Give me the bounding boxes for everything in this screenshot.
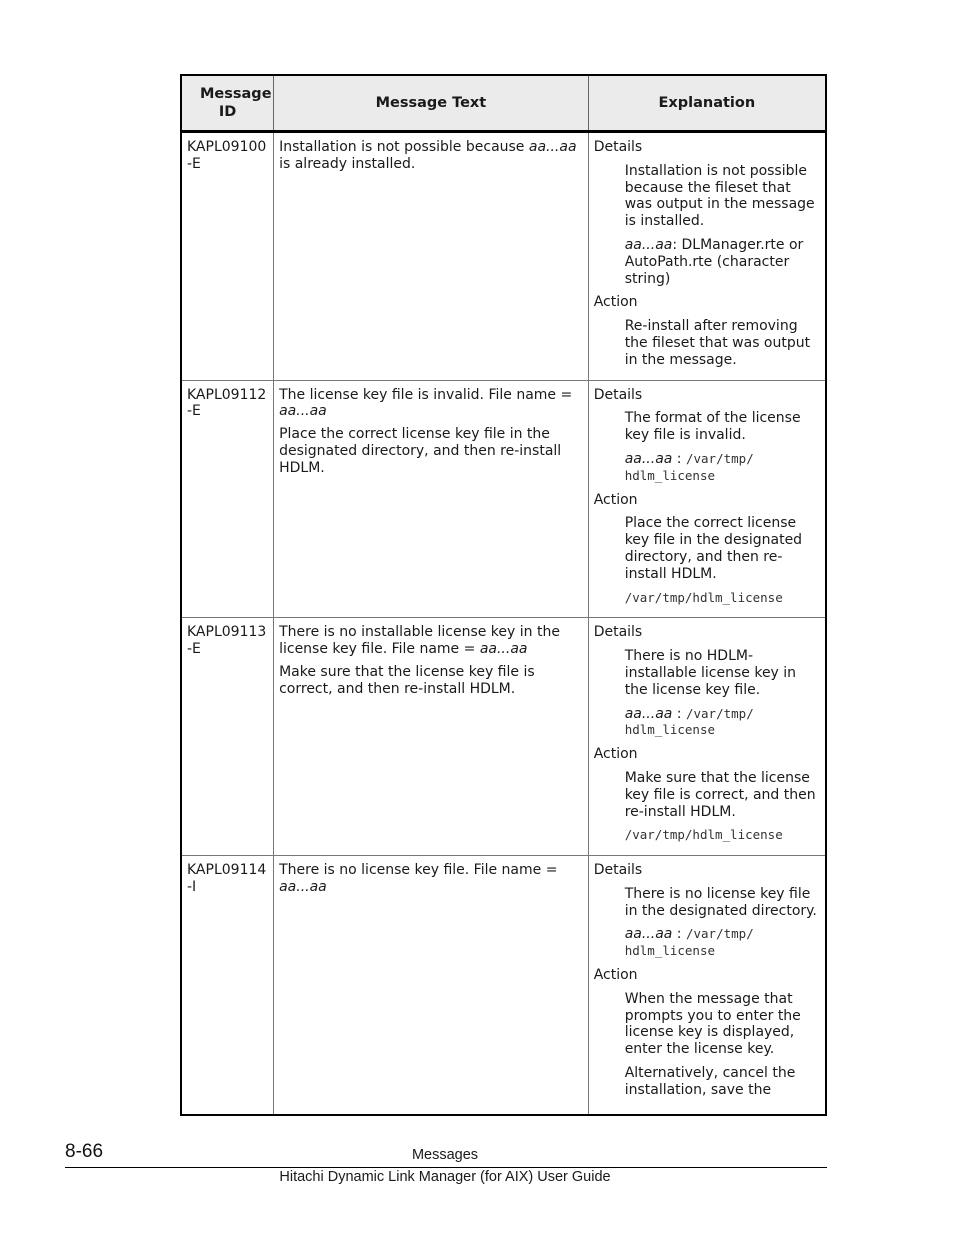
variable-placeholder: aa...aa xyxy=(624,450,673,467)
explanation-paragraph: Make sure that the license key file is correct, and then re-install HDLM. xyxy=(624,769,816,820)
message-text-paragraph: There is no installable license key in the license key file. File name = aa...aa xyxy=(279,624,560,658)
explanation-cell xyxy=(588,132,826,381)
table-row xyxy=(181,380,826,618)
table-row xyxy=(181,132,826,381)
footer-section-title: Messages xyxy=(411,1147,479,1163)
explanation-label: Action xyxy=(593,491,638,508)
explanation-paragraph: aa...aa: DLManager.rte or AutoPath.rte (character string) xyxy=(624,236,804,287)
message-text-cell xyxy=(274,856,589,1115)
messages-table xyxy=(180,74,827,1116)
explanation-label: Details xyxy=(593,139,643,155)
explanation-label: Action xyxy=(593,294,638,311)
message-text-paragraph: The license key file is invalid. File name = aa...aa xyxy=(279,386,573,420)
footer-guide-title: Hitachi Dynamic Link Manager (for AIX) User Guide xyxy=(279,1169,611,1185)
explanation-paragraph: aa...aa : /var/tmp/ hdlm_license xyxy=(624,926,754,959)
table-header-row xyxy=(181,75,826,132)
explanation-paragraph: Alternatively, cancel the installation, save the xyxy=(624,1065,796,1098)
variable-placeholder: aa...aa xyxy=(624,705,673,722)
message-text-cell xyxy=(274,380,589,618)
explanation-paragraph: Installation is not possible because the fileset that was output in the message is installed. xyxy=(624,162,815,230)
header-message-id: Message ID xyxy=(181,75,274,132)
variable-placeholder: aa...aa xyxy=(479,641,528,658)
message-text-paragraph: Installation is not possible because aa...aa is already installed. xyxy=(279,139,577,172)
explanation-paragraph xyxy=(625,590,820,607)
table-row xyxy=(181,856,826,1115)
message-text-paragraph: Place the correct license key file in the designated directory, and then re-install HDLM. xyxy=(279,426,562,476)
variable-placeholder: aa...aa xyxy=(624,926,673,943)
explanation-label: Details xyxy=(593,862,643,879)
file-path: /var/tmp/ hdlm_license xyxy=(624,450,754,483)
file-path: /var/tmp/ hdlm_license xyxy=(624,926,754,959)
message-text-paragraph: There is no license key file. File name = aa...aa xyxy=(279,862,558,895)
variable-placeholder: aa...aa xyxy=(279,403,327,420)
explanation-paragraph xyxy=(625,827,820,844)
variable-placeholder: aa...aa xyxy=(279,878,327,895)
variable-placeholder: aa...aa xyxy=(528,139,577,155)
file-path: /var/tmp/ hdlm_license xyxy=(624,705,754,738)
footer-divider xyxy=(65,1167,827,1168)
message-text-paragraph: Make sure that the license key file is correct, and then re-install HDLM. xyxy=(279,663,535,697)
header-explanation: Explanation xyxy=(588,75,826,132)
message-id-cell: KAPL09100-E xyxy=(181,132,274,381)
table-row xyxy=(181,618,826,856)
message-id-cell: KAPL09114-I xyxy=(181,856,274,1115)
explanation-cell xyxy=(588,856,826,1115)
variable-placeholder: aa...aa xyxy=(624,236,673,253)
explanation-paragraph: There is no license key file in the designated directory. xyxy=(624,885,817,919)
header-message-text: Message Text xyxy=(274,75,589,132)
explanation-paragraph: aa...aa : /var/tmp/ hdlm_license xyxy=(624,450,754,483)
explanation-cell xyxy=(588,618,826,856)
file-path: /var/tmp/hdlm_license xyxy=(624,827,783,843)
explanation-paragraph: Place the correct license key file in the designated directory, and then re-install HDLM. xyxy=(624,515,803,582)
file-path: /var/tmp/hdlm_license xyxy=(624,589,783,605)
explanation-paragraph: aa...aa : /var/tmp/ hdlm_license xyxy=(624,705,754,738)
explanation-paragraph: Re-install after removing the fileset that was output in the message. xyxy=(624,318,811,368)
message-text-cell xyxy=(274,132,589,381)
explanation-label: Action xyxy=(593,967,638,984)
explanation-label: Details xyxy=(593,386,643,403)
explanation-paragraph: The format of the license key file is invalid. xyxy=(624,410,801,444)
message-text-cell xyxy=(274,618,589,856)
message-id-cell: KAPL09112-E xyxy=(181,380,274,618)
table-body xyxy=(181,132,826,1115)
explanation-label: Details xyxy=(593,624,643,641)
explanation-label: Action xyxy=(593,746,638,763)
explanation-paragraph: When the message that prompts you to enter the license key is displayed, enter the license key. xyxy=(624,990,801,1058)
page-number: 8-66 xyxy=(65,1141,104,1162)
explanation-cell xyxy=(588,380,826,618)
message-id-cell: KAPL09113-E xyxy=(181,618,274,856)
explanation-paragraph: There is no HDLM-installable license key in the license key file. xyxy=(624,648,797,698)
